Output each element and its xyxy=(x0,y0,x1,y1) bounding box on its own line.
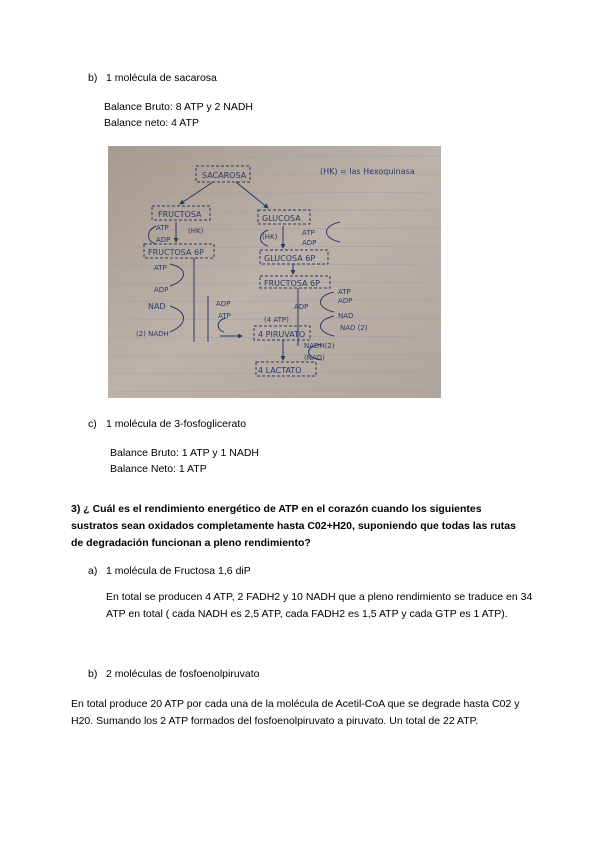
photo-adp-3: ADP xyxy=(154,286,169,294)
photo-f6p-right: FRUCTOSA 6P xyxy=(264,279,320,288)
photo-nad-right: NAD xyxy=(338,312,354,320)
photo-adp-5: ADP xyxy=(294,303,309,311)
photo-adp-right: ADP xyxy=(338,297,353,305)
photo-atp-2: ATP xyxy=(302,229,315,237)
photo-nad-left: NAD xyxy=(148,302,166,311)
section-c-title: 1 molécula de 3-fosfoglicerato xyxy=(106,418,247,430)
photo-sacarosa: SACAROSA xyxy=(202,171,247,180)
item-b-label: b) xyxy=(88,668,98,680)
item-b-title: 2 moléculas de fosfoenolpiruvato xyxy=(106,668,260,680)
photo-4atp: (4 ATP) xyxy=(264,316,289,324)
item-a-title: 1 molécula de Fructosa 1,6 diP xyxy=(106,565,251,577)
photo-hk-note: (HK) = las Hexoquinasa xyxy=(320,167,415,176)
photo-atp-3: ATP xyxy=(154,264,167,272)
photo-nad4: (NAD) xyxy=(304,354,325,362)
photo-adp-1: ADP xyxy=(156,236,171,244)
section-b-balance-bruto: Balance Bruto: 8 ATP y 2 NADH xyxy=(104,101,254,113)
item-a-answer: En total se producen 4 ATP, 2 FADH2 y 10 NADH que a pleno rendimiento se traduce en 34 ATP en total ( cada NADH es 2,5 ATP, cada FADH2 es 1,5 ATP y cada GTP es 1 ATP). xyxy=(106,591,533,620)
section-b-label: b) xyxy=(88,72,98,84)
photo-atp-4: ATP xyxy=(218,312,231,320)
section-c-balance-neto: Balance Neto: 1 ATP xyxy=(110,463,207,475)
photo-piruvato: 4 PIRUVATO xyxy=(258,330,306,339)
photo-atp-right: ATP xyxy=(338,288,351,296)
photo-fructosa: FRUCTOSA xyxy=(158,210,202,219)
photo-f6p-left: FRUCTOSA 6P xyxy=(148,248,204,257)
photo-nadh-left: (2) NADH xyxy=(136,330,169,338)
photo-glucosa: GLUCOSA xyxy=(262,214,301,223)
photo-nad2: NAD (2) xyxy=(340,324,368,332)
item-b-answer: En total produce 20 ATP por cada una de la molécula de Acetil-CoA que se degrade hasta C02 y H20. Sumando los 2 ATP formados del fosfoenolpiruvato a piruvato. Un total de 22 ATP. xyxy=(71,698,520,727)
section-b-title: 1 molécula de sacarosa xyxy=(106,72,217,84)
photo-hk-left: (HK) xyxy=(188,227,204,235)
section-c-balance-bruto: Balance Bruto: 1 ATP y 1 NADH xyxy=(110,447,260,459)
photo-atp-1: ATP xyxy=(156,224,169,232)
photo-lactato: 4 LACTATO xyxy=(258,366,302,375)
photo-hk-right: (HK) xyxy=(262,233,278,241)
question-3: 3) ¿ Cuál es el rendimiento energético de ATP en el corazón cuando los siguientes sustratos sean oxidados completamente hasta C02+H20, suponiendo que todas las rutas de degradación funcionan a pleno rendimiento? xyxy=(71,503,516,549)
handwritten-diagram-photo xyxy=(108,146,441,398)
item-a-label: a) xyxy=(88,565,98,577)
section-b-balance-neto: Balance neto: 4 ATP xyxy=(104,117,199,129)
photo-adp-2: ADP xyxy=(302,239,317,247)
section-c-label: c) xyxy=(88,418,97,430)
photo-adp-4: ADP xyxy=(216,300,231,308)
photo-g6p: GLUCOSA 6P xyxy=(264,254,316,263)
photo-nadh2: NADH(2) xyxy=(304,342,335,350)
